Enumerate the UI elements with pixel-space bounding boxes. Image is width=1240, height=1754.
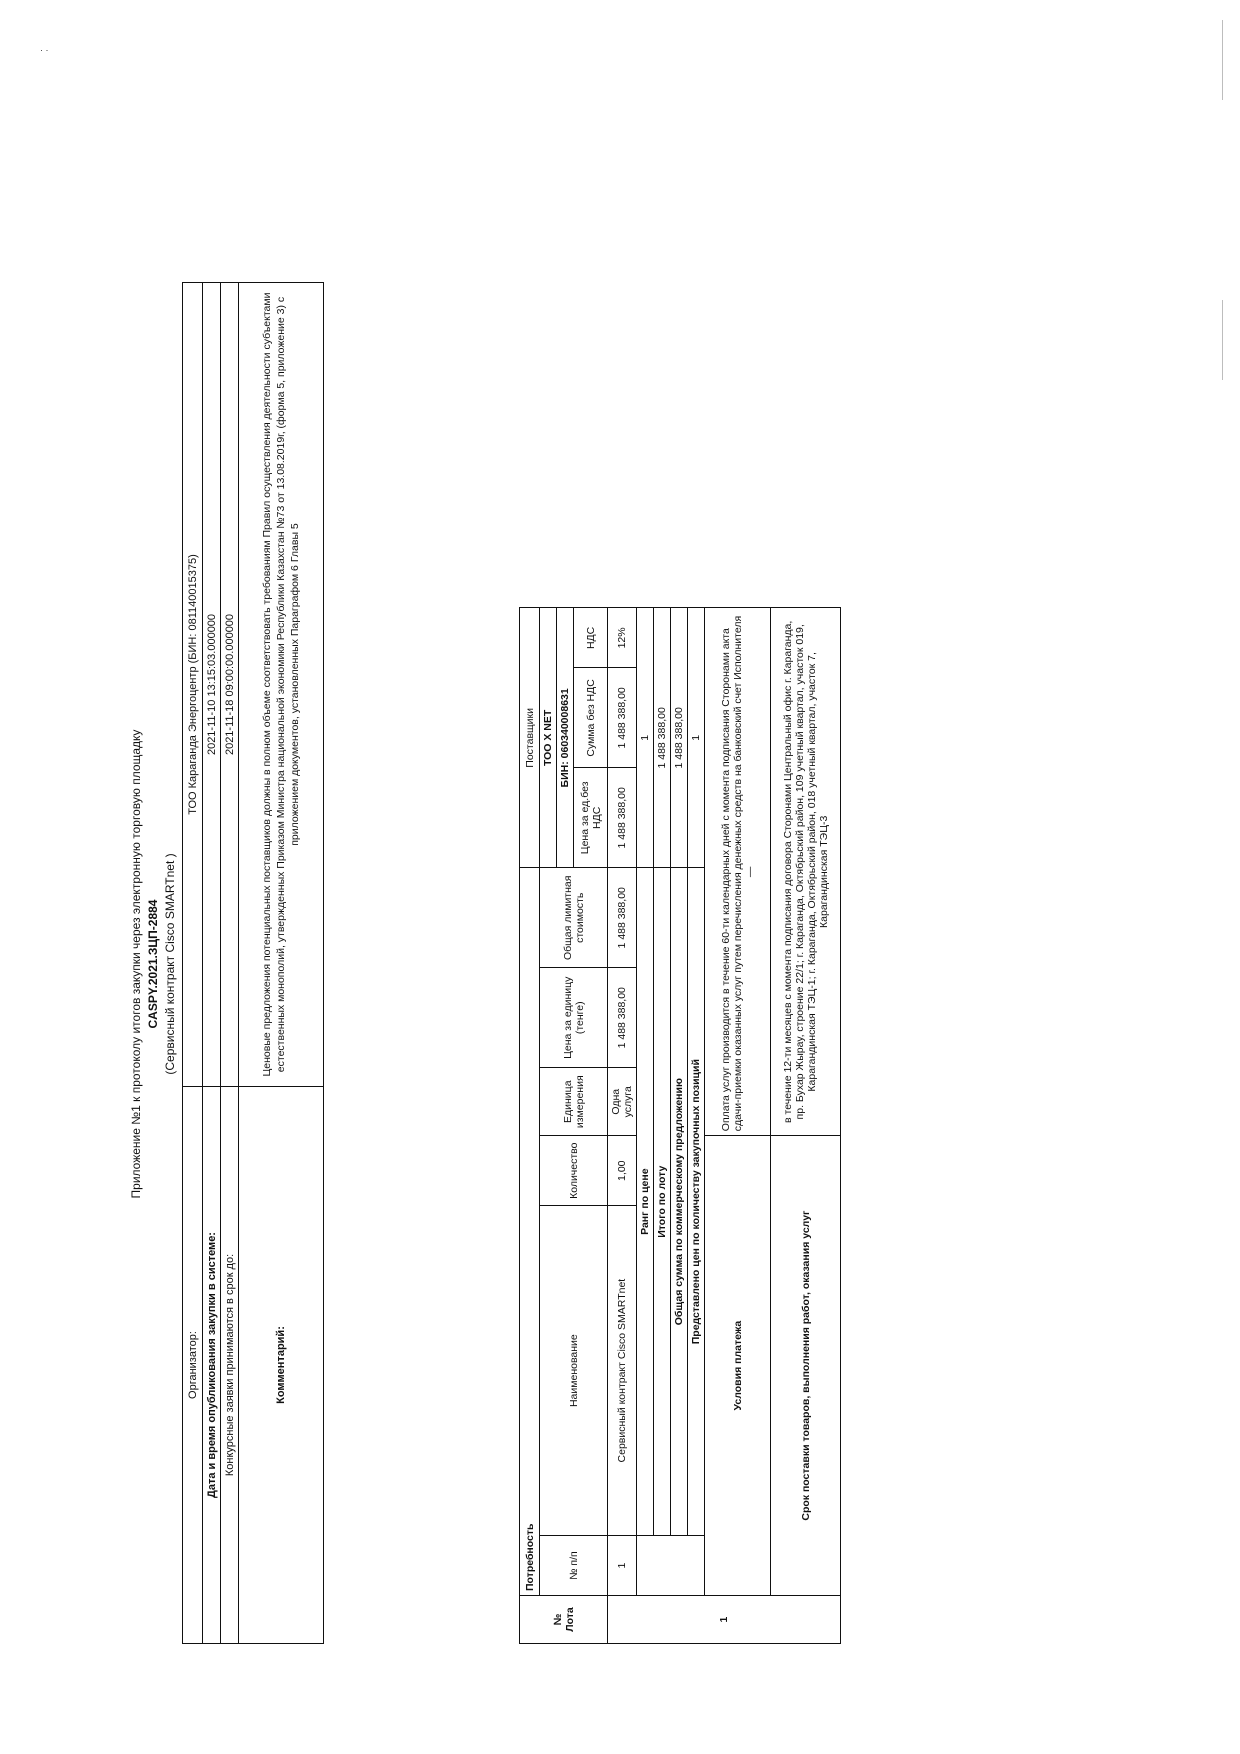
lot-total-label: Итого по лоту [654,868,671,1536]
sum-no-vat-header: Сумма без НДС [574,668,608,768]
table-spacer [654,282,671,608]
header-subject: (Сервисный контракт Cisco SMARTnet ) [163,853,177,1075]
item-total-limit-cell: 1 488 388,00 [608,868,637,968]
supplier-vat-cell: 12% [608,608,637,668]
rank-value: 1 [637,608,654,868]
payment-terms-text: Оплата услуг производится в течение 60-ти календарных дней с момента подписания Сторонами акта сдачи-приемки оказанных услуг путем перечисления денежных средств на банковский счет Исполнителя [719,615,744,1132]
supplier-sum-no-vat-cell: 1 488 388,00 [608,668,637,768]
positions-count-label: Представлено цен по количеству закупочных позиций [688,868,705,1536]
payment-terms-label: Условия платежа [705,1136,771,1596]
item-no-header: № п/п [540,1536,608,1596]
lot-total-value: 1 488 388,00 [654,608,671,868]
publish-date-value: 2021-11-10 13:15:03.000000 [203,283,221,1087]
table-spacer [520,282,608,608]
total-limit-header: Общая лимитная стоимость [540,868,608,968]
unit-header: Единица измерения [540,1068,608,1136]
payment-terms-value [705,608,771,1136]
payment-terms-dash: — [743,866,756,878]
table-spacer [671,282,688,608]
unit-price-header: Цена за единицу (тенге) [540,968,608,1068]
stray-mark: · · [40,45,49,55]
positions-count-value: 1 [688,608,705,868]
item-no-cell: 1 [608,1536,637,1596]
summary-blank [671,1536,688,1596]
offer-total-value: 1 488 388,00 [671,608,688,868]
item-unit-cell: Одна услуга [608,1068,637,1136]
vat-header: НДС [574,608,608,668]
header-line-1: Приложение №1 к протоколу итогов закупки через электронную торговую площадку [129,729,143,1199]
supplier-price-no-vat-cell: 1 488 388,00 [608,768,637,868]
lot-pricing-table [519,282,841,1644]
summary-blank [654,1536,671,1596]
table-spacer [771,282,841,608]
organizer-value: ТОО Караганда Энергоцентр (БИН: 081140015375) [183,283,203,1087]
table-spacer [608,282,637,608]
deadline-value: 2021-11-18 09:00:00.000000 [221,283,239,1087]
rotated-document-page [0,104,1200,1754]
suppliers-header: Поставщики [520,608,540,868]
comment-label: Комментарий: [239,1087,324,1644]
table-spacer [688,282,705,608]
qty-header: Количество [540,1136,608,1206]
delivery-terms-value: в течение 12-ти месяцев с момента подписания договора Сторонами Центральный офис г. Караганда, пр. Бухар Жырау, строение 22/1; г. Караганда, Октябрьский район, 109 учетный квартал, участок 019, Карагандинская ТЭЦ-1; г. Караганда, Октябрьский район, 018 учетный квартал, участок 7, Карагандинская ТЭЦ-3 [771,608,841,1136]
summary-blank [637,1536,654,1596]
lot-number-header: № Лота [520,1596,608,1644]
offer-total-label: Общая сумма по коммерческому предложению [671,868,688,1536]
comment-value: Ценовые предложения потенциальных поставщиков должны в полном объеме соответствовать требованиям Правил осуществления деятельности субъектами естественных монополий, утвержденных Приказом Министра национальной экономики Республики Казахстан №73 от 13.08.2019г, (форма 5, приложение 3) с приложением документов, установленных Параграфом 6 Главы 5 [239,283,324,1087]
delivery-terms-label: Срок поставки товаров, выполнения работ, оказания услуг [771,1136,841,1596]
supplier-name: ТОО X NET [540,608,557,868]
rank-label: Ранг по цене [637,868,654,1536]
scan-edge-line [1222,20,1223,100]
organizer-label: Организатор: [183,1087,203,1644]
deadline-label: Конкурсные заявки принимаются в срок до: [221,1087,239,1644]
procurement-info-table [182,282,324,1644]
lot-number-cell: 1 [608,1596,841,1644]
price-no-vat-header: Цена за ед.без НДС [574,768,608,868]
table-spacer [637,282,654,608]
table-spacer [705,282,771,608]
name-header: Наименование [540,1206,608,1536]
publish-date-label: Дата и время опубликования закупки в системе: [203,1087,221,1644]
item-unit-price-cell: 1 488 388,00 [608,968,637,1068]
need-header: Потребность [520,868,540,1596]
document-header [128,284,179,1644]
item-name-cell: Сервисный контракт Cisco SMARTnet [608,1206,637,1536]
summary-blank [688,1536,705,1596]
supplier-bin: БИН: 060340008631 [557,608,574,868]
item-qty-cell: 1,00 [608,1136,637,1206]
header-procurement-number: CASPY.2021.ЗЦП-2884 [146,899,160,1029]
scan-edge-line [1222,300,1223,380]
